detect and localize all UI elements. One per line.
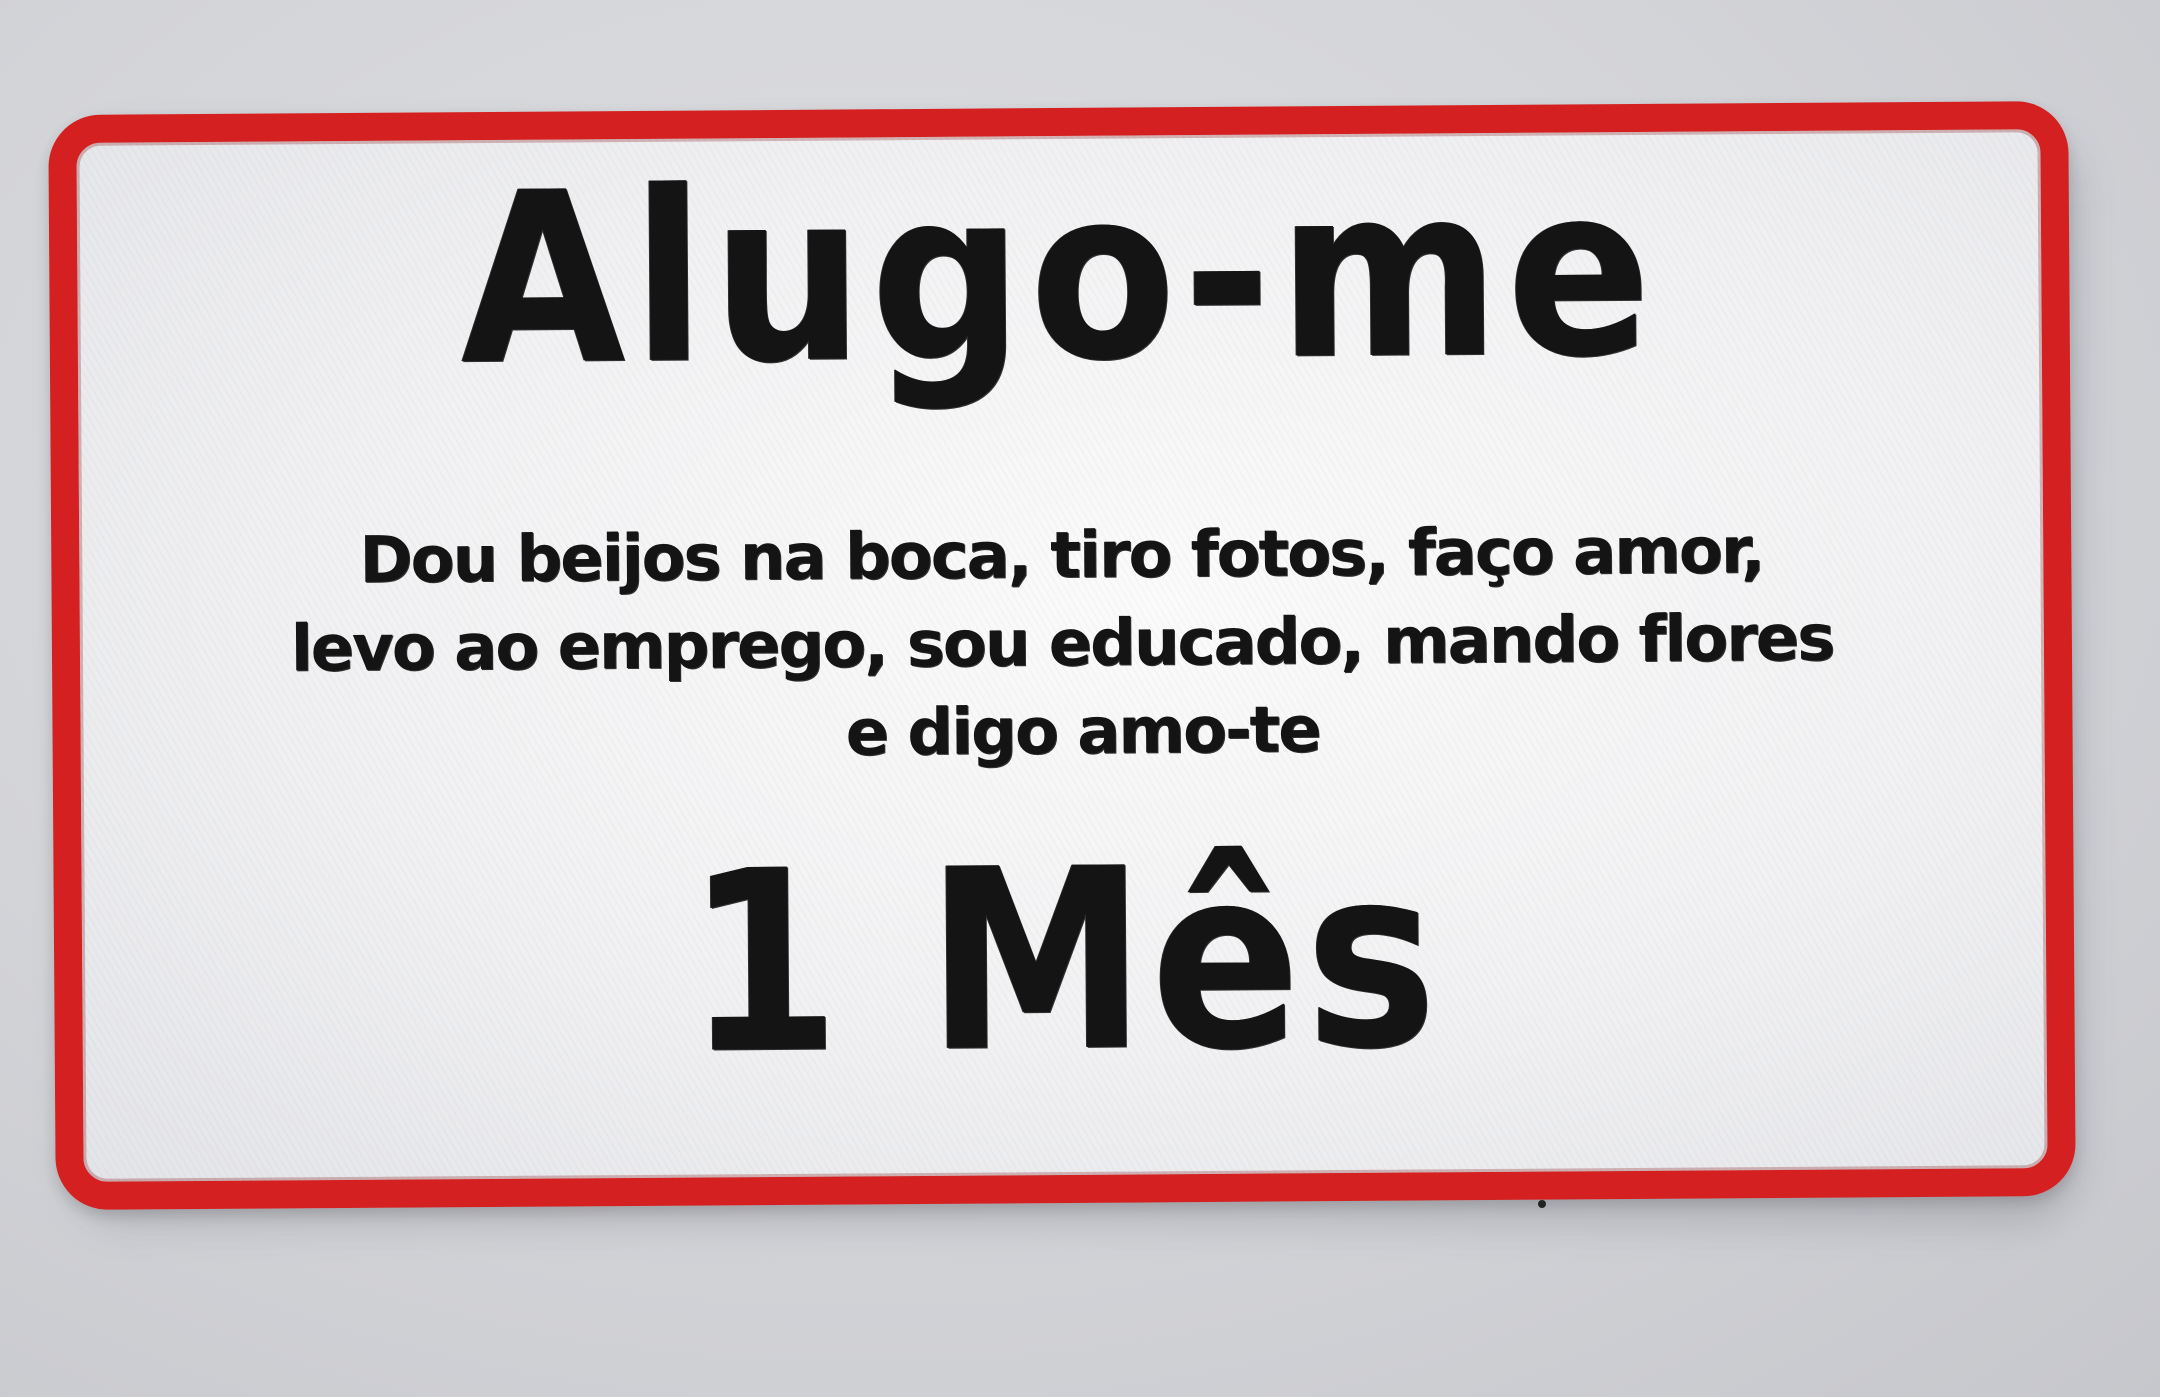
body-line-1: Dou beijos na boca, tiro fotos, faço amor, bbox=[359, 514, 1764, 598]
patch-title: Alugo-me bbox=[459, 133, 1660, 418]
patch-content bbox=[76, 129, 2047, 1182]
body-line-2: levo ao emprego, sou educado, mando flores bbox=[290, 601, 1834, 687]
patch-duration: 1 Mês bbox=[685, 812, 1443, 1109]
embroidered-patch bbox=[48, 101, 2076, 1210]
body-line-3: e digo amo-te bbox=[845, 693, 1320, 771]
loose-thread-speck bbox=[1538, 1200, 1546, 1208]
patch-body-text bbox=[119, 505, 2005, 782]
